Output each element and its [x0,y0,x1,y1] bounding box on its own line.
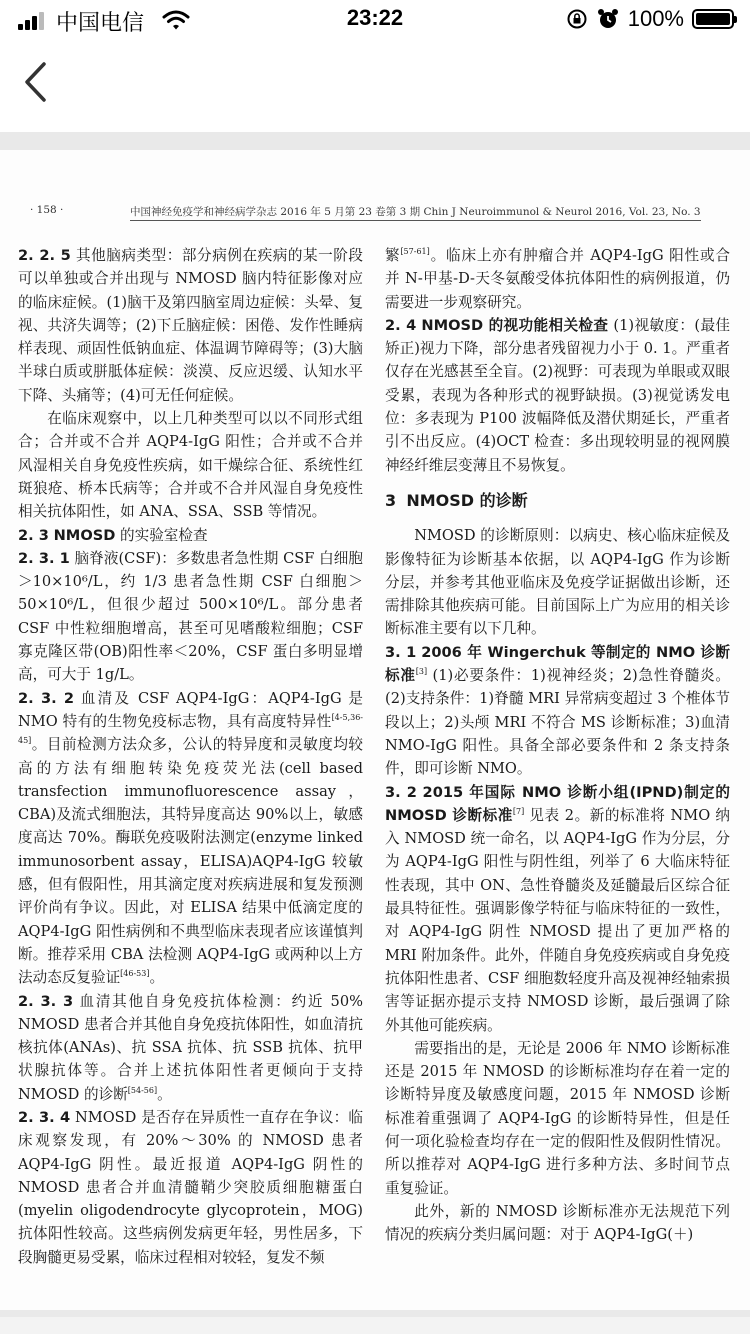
rotation-lock-icon [566,8,588,30]
section-title: 2006 年 Wingerchuk 等制定的 NMO 诊断标准 [385,643,731,685]
citation: [3] [415,667,428,677]
paragraph-2-3-2 [18,687,363,990]
paragraph-text: NMOSD 是否存在异质性一直存在争议：临床观察发现，有 20%～30% 的 NMOSD 患者 AQP4-IgG 阴性。最近报道 AQP4-IgG 阴性的 NMOSD 患者合并血清髓鞘少突胶质细胞糖蛋白(myelin oligodendrocyte glycoprotein，MOG)抗体阳性较高。这些病例发病更年轻，男性居多，下段胸髓更易受累，临床过程相对较轻，复发不频 [18,1108,364,1266]
section-number: 2. 4 [385,316,417,334]
section-number: 2. 3. 1 [18,549,70,567]
paragraph-3-1 [385,641,730,781]
running-header [30,202,720,222]
section-title: NMOSD 的视功能相关检查 [421,316,609,334]
citation: [46-53] [120,969,150,979]
page-number: · 158 · [30,204,64,216]
paragraph-2-3-3 [18,990,363,1106]
navigation-bar [0,40,750,132]
section-number: 2. 3. 2 [18,689,75,707]
citation: [7] [512,806,525,816]
paragraph-3-2 [385,781,730,1037]
right-column [385,244,730,1246]
paragraph-continued [385,244,730,314]
paragraph-text: (1)必要条件：1)视神经炎；2)急性脊髓炎。(2)支持条件：1)脊髓 MRI 异常病变超过 3 个椎体节段以上；2)头颅 MRI 不符合 MS 诊断标准；3)血清 NMO-IgG 阳性。具备全部必要条件和 2 条支持条件，即可诊断 NMO。 [385,667,730,778]
section-title: NMOSD 的诊断 [406,490,528,510]
paragraph-text: 。 [157,1085,172,1103]
section-number: 3. 2 [385,783,417,801]
section-title-rest: 的实验室检查 [120,526,208,544]
paragraph-text: 。临床上亦有肿瘤合并 AQP4-IgG 阳性或合并 N-甲基-D-天冬氨酸受体抗体阳性的病例报道，仍需要进一步观察研究。 [385,247,730,311]
alarm-clock-icon [596,7,620,31]
section-number: 2. 3. 3 [18,992,74,1010]
paragraph-text: 见表 2。新的标准将 NMO 纳入 NMOSD 统一命名，以 AQP4-IgG 作为分层，分为 AQP4-IgG 阳性与阴性组，列举了 6 大临床特征性表现，其中 ON、急性脊髓炎及延髓最后区综合征最具特征性。强调影像学特征与临床特征的一致性，对 AQP4-IgG 阴性 NMOSD 提出了更加严格的 MRI 附加条件。此外，伴随自身免疫疾病或自身免疫抗体阳性患者、CSF 细胞数轻度升高及视神经轴索损害等证据亦提示支持 NMOSD 诊断，最后强调了除外其他可能疾病。 [385,806,730,1034]
citation: [57-61] [400,247,430,257]
status-time: 23:22 [346,5,404,30]
back-button[interactable] [16,58,56,106]
paragraph-2-4 [385,314,730,477]
paragraph-text: 。目前检测方法众多，公认的特异度和灵敏度均较高的方法有细胞转染免疫荧光法(cell based transfection immunofluorescence assay，CBA)及流式细胞法，其特异度高达 90%以上，敏感度高达 70%。酶联免疫吸附法测定(enzyme linked immunosorbent assay，ELISA)AQP4-IgG 较敏感，但有假阳性，用其滴定度对疾病进展和复发预测评价尚有争议。因此，对 ELISA 结果中低滴定度的 AQP4-IgG 阳性病例和不典型临床表现者应该谨慎判断。推荐采用 CBA 法检测 AQP4-IgG 或两种以上方法动态反复验证 [18,736,363,987]
status-bar [0,0,750,40]
section-title: 2015 年国际 NMO 诊断小组(IPND)制定的 NMOSD 诊断标准 [385,783,731,824]
paragraph: NMOSD 的诊断原则：以病史、核心临床症候及影像特征为诊断基本依据，以 AQP4-IgG 作为诊断分层，并参考其他亚临床及免疫学证据做出诊断，还需排除其他疾病可能。目前国际上广为应用的相关诊断标准主要有以下几种。 [385,527,730,638]
battery-icon [692,9,734,29]
document-page [0,150,750,1310]
paragraph-text: 血清其他自身免疫抗体检测：约近 50% NMOSD 患者合并其他自身免疫抗体阳性，如血清抗核抗体(ANAs)、抗 SSA 抗体、抗 SSB 抗体、抗甲状腺抗体等。合并上述抗体阳性者更倾向于支持 NMOSD 的诊断 [18,992,363,1103]
section-number: 2. 3. 4 [18,1108,71,1126]
section-number: 2. 3 [18,526,49,544]
paragraph: 此外，新的 NMOSD 诊断标准亦无法规范下列情况的疾病分类归属问题：对于 AQP4-IgG(＋) [385,1202,730,1244]
section-heading-3 [385,489,730,512]
battery-percentage: 100% [627,6,684,31]
journal-title: 中国神经免疫学和神经病学杂志 2016 年 5 月第 23 卷第 3 期 Chin J Neuroimmunol & Neurol 2016, Vol. 23, No. 3 [130,204,701,221]
paragraph: 在临床观察中，以上几种类型可以以不同形式组合；合并或不合并 AQP4-IgG 阳性；合并或不合并风湿相关自身免疫性疾病，如干燥综合征、系统性红斑狼疮、桥本氏病等；合并或不合并风湿自身免疫性相关抗体阳性，如 ANA、SSA、SSB 等情况。 [18,410,363,521]
section-title: NMOSD [53,526,116,544]
bottom-edge [0,1317,750,1334]
paragraph-text: 其他脑病类型：部分病例在疾病的某一阶段可以单独或合并出现与 NMOSD 脑内特征影像对应的临床症候。(1)脑干及第四脑室周边症候：头晕、复视、共济失调等；(2)下丘脑症候：困倦、发作性睡病样表现、顽固性低钠血症、体温调节障碍等；(3)大脑半球白质或胼胝体症候：淡漠、反应迟缓、认知水平下降、头痛等；(4)可无任何症候。 [18,247,363,404]
citation: [54-56] [127,1085,158,1095]
carrier-name: 中国电信 [56,10,145,35]
left-column [18,244,363,1269]
document-viewer[interactable] [0,132,750,1317]
paragraph-2-3-4 [18,1106,363,1269]
paragraph-text: 繁 [385,247,401,264]
paragraph-2-2-5 [18,244,363,407]
section-number: 3. 1 [385,643,417,661]
citation: [4-5,36-45] [18,713,363,746]
chevron-left-icon [16,58,56,106]
paragraph-2-3-1 [18,547,363,687]
paragraph-text: 。 [149,969,165,987]
section-heading-2-3 [18,524,363,547]
paragraph-text: (1)视敏度：(最佳矫正)视力下降，部分患者残留视力小于 0. 1。严重者仅存在光感甚至全盲。(2)视野：可表现为单眼或双眼受累，表现为各种形式的视野缺损。(3)视觉诱发电位：多表现为 P100 波幅降低及潜伏期延长，严重者引不出反应。(4)OCT 检查：多出现较明显的视网膜神经纤维层变薄且不易恢复。 [385,316,731,474]
section-number: 2. 2. 5 [18,247,71,264]
paragraph-text: 血清及 CSF AQP4-IgG：AQP4-IgG 是 NMO 特有的生物免疫标志物，具有高度特异性 [18,689,363,730]
section-number: 3 [385,490,397,510]
paragraph: 需要指出的是，无论是 2006 年 NMO 诊断标准还是 2015 年 NMOSD 的诊断标准均存在着一定的诊断特异度及敏感度问题，2015 年 NMOSD 诊断标准着重强调了 AQP4-IgG 的诊断特异性，但是任何一项化验检查均存在一定的假阳性及假阴性情况。所以推荐对 AQP4-IgG 进行多种方法、多时间节点重复验证。 [385,1039,730,1197]
paragraph-text: 脑脊液(CSF)：多数患者急性期 CSF 白细胞＞10×10⁶/L，约 1/3 患者急性期 CSF 白细胞＞50×10⁶/L，但很少超过 500×10⁶/L。部分患者 CSF 中性粒细胞增高，甚至可见嗜酸粒细胞；CSF 寡克隆区带(OB)阳性率＜20%，CSF 蛋白多明显增高，可大于 1g/L。 [18,549,363,684]
